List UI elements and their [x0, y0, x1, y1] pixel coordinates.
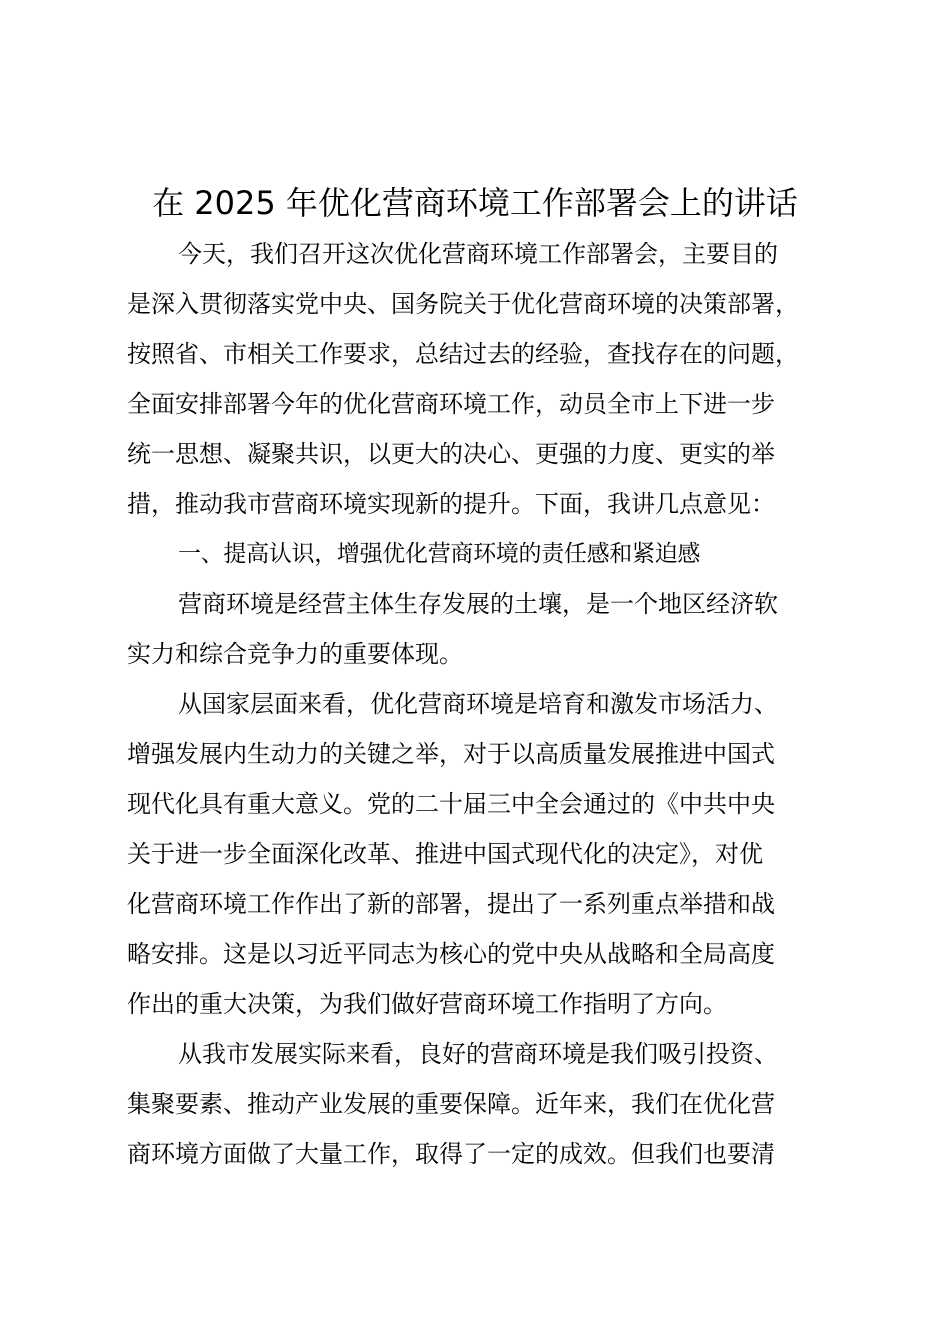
paragraph-line: 作出的重大决策，为我们做好营商环境工作指明了方向。 — [127, 990, 727, 1018]
document-body — [127, 229, 847, 1179]
document-title: 在 2025 年优化营商环境工作部署会上的讲话 — [152, 184, 798, 222]
paragraph-line: 是深入贯彻落实党中央、国务院关于优化营商环境的决策部署， — [127, 290, 799, 318]
paragraph-line: 全面安排部署今年的优化营商环境工作，动员全市上下进一步 — [127, 390, 775, 418]
paragraph-line: 化营商环境工作作出了新的部署，提出了一系列重点举措和战 — [127, 890, 775, 918]
paragraph-line: 集聚要素、推动产业发展的重要保障。近年来，我们在优化营 — [127, 1090, 775, 1118]
paragraph-line: 现代化具有重大意义。党的二十届三中全会通过的《中共中央 — [127, 790, 775, 818]
paragraph-line: 从国家层面来看，优化营商环境是培育和激发市场活力、 — [178, 690, 778, 718]
paragraph-line: 商环境方面做了大量工作，取得了一定的成效。但我们也要清 — [127, 1140, 775, 1168]
paragraph-line: 从我市发展实际来看，良好的营商环境是我们吸引投资、 — [178, 1040, 778, 1068]
paragraph-line: 略安排。这是以习近平同志为核心的党中央从战略和全局高度 — [127, 940, 775, 968]
paragraph-line: 措，推动我市营商环境实现新的提升。下面，我讲几点意见： — [127, 490, 775, 518]
paragraph-line: 实力和综合竞争力的重要体现。 — [127, 640, 463, 668]
paragraph-line: 按照省、市相关工作要求，总结过去的经验，查找存在的问题， — [127, 340, 799, 368]
section-heading: 一、提高认识，增强优化营商环境的责任感和紧迫感 — [178, 541, 701, 567]
paragraph-line: 增强发展内生动力的关键之举，对于以高质量发展推进中国式 — [127, 740, 775, 768]
paragraph-line: 统一思想、凝聚共识，以更大的决心、更强的力度、更实的举 — [127, 440, 775, 468]
paragraph-line: 关于进一步全面深化改革、推进中国式现代化的决定》，对优 — [127, 840, 763, 868]
paragraph-line: 今天，我们召开这次优化营商环境工作部署会，主要目的 — [178, 240, 778, 268]
paragraph-line: 营商环境是经营主体生存发展的土壤，是一个地区经济软 — [178, 590, 778, 618]
